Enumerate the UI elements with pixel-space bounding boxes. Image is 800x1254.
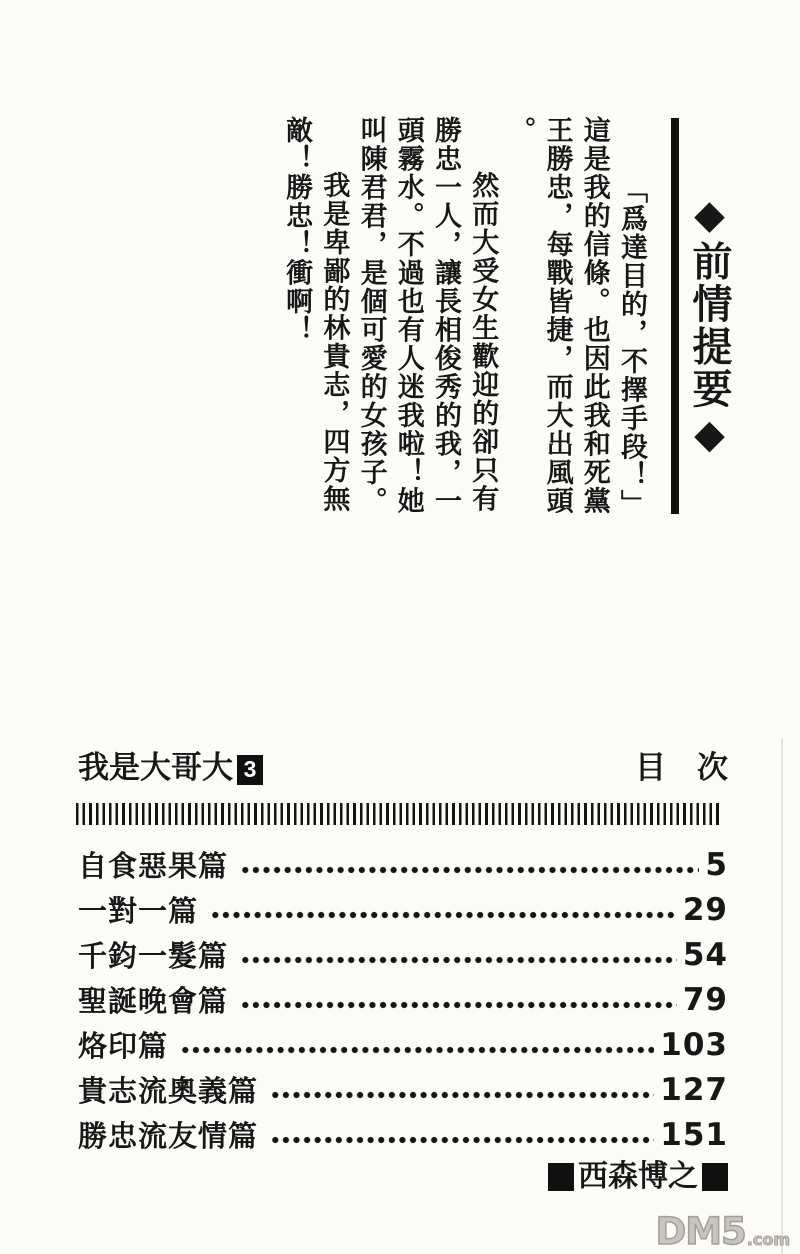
prologue-divider-bar bbox=[671, 118, 679, 514]
prologue-line: 我是卑鄙的林貴志，四方無 bbox=[318, 171, 350, 513]
prologue-line: 「爲達目的，不擇手段！」 bbox=[616, 176, 647, 518]
toc-header bbox=[78, 750, 728, 792]
prologue-line: 頭霧水。不過也有人迷我啦！她 bbox=[392, 116, 424, 515]
volume-badge: 3 bbox=[237, 755, 263, 785]
toc-entry bbox=[78, 887, 728, 932]
prologue-line: 勝忠一人，讓長相俊秀的我，一 bbox=[429, 116, 461, 515]
toc-entry bbox=[78, 932, 728, 977]
dm5-watermark-suffix: .com bbox=[746, 1230, 790, 1250]
chapter-title: 貴志流奧義篇 bbox=[78, 1076, 259, 1108]
table-of-contents bbox=[78, 750, 728, 1194]
prologue-line: 叫陳君君，是個可愛的女孩子。 bbox=[355, 116, 387, 515]
author-name: 西森博之 bbox=[578, 1160, 698, 1193]
series-title: 我是大哥大 bbox=[78, 750, 233, 785]
chapter-page-number: 103 bbox=[660, 1026, 728, 1063]
chapter-page-number: 79 bbox=[682, 981, 728, 1018]
dot-leader bbox=[240, 864, 699, 876]
chapter-page-number: 5 bbox=[705, 846, 728, 883]
dot-leader bbox=[240, 999, 677, 1011]
chapter-title: 勝忠流友情篇 bbox=[78, 1121, 259, 1153]
chapter-page-number: 54 bbox=[682, 936, 728, 973]
chapter-list bbox=[78, 842, 728, 1157]
prologue-line: 這是我的信條。也因此我和死黨 bbox=[578, 116, 610, 515]
dot-leader bbox=[270, 1089, 654, 1101]
toc-entry bbox=[78, 1112, 728, 1157]
chapter-page-number: 29 bbox=[682, 891, 728, 928]
dot-leader bbox=[180, 1044, 654, 1056]
prologue-line: 然而大受女生歡迎的卻只有 bbox=[467, 171, 499, 513]
dot-leader bbox=[210, 909, 677, 921]
prologue-story bbox=[278, 116, 650, 528]
black-square-icon bbox=[702, 1163, 728, 1191]
prologue-line: 。 bbox=[504, 116, 536, 145]
toc-label: 目 次 bbox=[635, 750, 728, 785]
chapter-title: 千鈞一髮篇 bbox=[78, 941, 229, 973]
black-square-icon bbox=[548, 1163, 574, 1191]
author-credit bbox=[78, 1160, 728, 1194]
chapter-title: 一對一篇 bbox=[78, 896, 199, 928]
dm5-watermark bbox=[655, 1209, 790, 1253]
toc-entry bbox=[78, 1067, 728, 1112]
chapter-title: 聖誕晚會篇 bbox=[78, 986, 229, 1018]
chapter-title: 烙印篇 bbox=[78, 1031, 169, 1063]
toc-entry bbox=[78, 842, 728, 887]
scan-page-edge bbox=[781, 738, 783, 1254]
chapter-page-number: 151 bbox=[660, 1116, 728, 1153]
prologue-line: 王勝忠，每戰皆捷，而大出風頭 bbox=[541, 116, 573, 515]
chapter-title: 自食惡果篇 bbox=[78, 851, 229, 883]
dot-leader bbox=[240, 954, 677, 966]
toc-entry bbox=[78, 977, 728, 1022]
dot-leader bbox=[270, 1134, 654, 1146]
dm5-watermark-brand: DM5 bbox=[655, 1209, 746, 1253]
toc-entry bbox=[78, 1022, 728, 1067]
prologue-heading: ◆前情提要◆ bbox=[686, 191, 733, 460]
hatched-divider bbox=[76, 803, 722, 825]
series-title-group bbox=[78, 750, 263, 786]
chapter-page-number: 127 bbox=[660, 1071, 728, 1108]
prologue-line: 敵！勝忠！衝啊！ bbox=[281, 116, 313, 344]
